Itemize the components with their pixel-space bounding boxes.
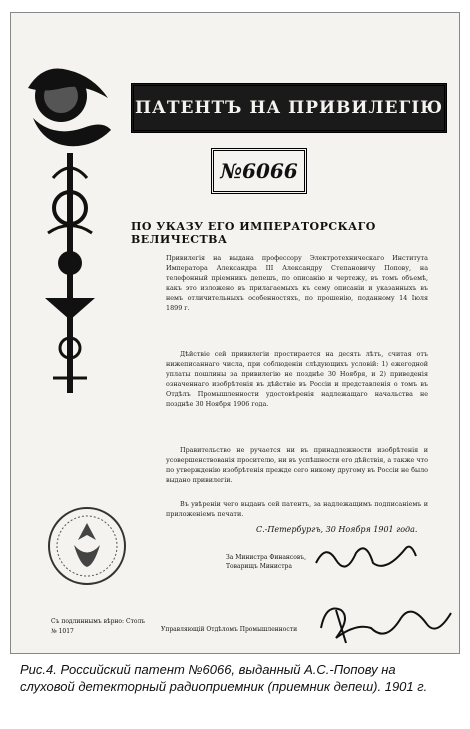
paragraph-term: Дѣйствіе сей привилегіи простирается на десять лѣтъ, считая отъ нижеписаннаго числа, при соблюденіи слѣдующихъ условій: 1) ежегодной уплаты пошлины за привилегію не позднѣе 30 Ноября, и 2) приведенія означеннаго изобрѣтенія въ дѣйствіе въ Россіи и представленія о томъ въ Отдѣлъ Промышленности удостовѣренія надлежащаго начальства не позднѣе 30 Ноября 1906 года. — [166, 350, 428, 409]
footer-certification — [51, 617, 145, 637]
footer-official: Управляющій Отдѣломъ Промышленности — [161, 626, 298, 633]
ornament-column-icon — [23, 58, 115, 408]
patent-number-box — [211, 148, 307, 194]
banner-title: ПАТЕНТЪ НА ПРИВИЛЕГІЮ — [134, 98, 444, 118]
patent-banner — [131, 83, 447, 133]
place-date: С.-Петербургъ, 30 Ноября 1901 года. — [256, 525, 418, 534]
paragraph-disclaimer: Правительство не ручается ни въ принадлежности изобрѣтенія и усовершенствованія просителю, ни въ успѣшности его дѣйствія, а также что по утвержденію изобрѣтенія прежде сего никому другому въ Россіи не было выдано привилегіи. — [166, 446, 428, 485]
footer-line: № 1017 — [51, 628, 74, 635]
patent-number: №6066 — [220, 159, 298, 183]
seal-icon — [46, 505, 128, 587]
minister-line: Товарищъ Министра — [226, 563, 292, 570]
official-signature-icon — [316, 598, 456, 648]
figure-caption: Рис.4. Российский патент №6066, выданный А.С.-Попову на слуховой детекторный радиоприемник (приемник депеш). 1901 г. — [20, 662, 428, 694]
paragraph-grant: Привилегія на выдана профессору Электротехническаго Института Императора Александра III Александру Степановичу Попову, на телефонный пріемникъ депешъ, по описанію и чертежу, въ томъ объемѣ, какъ это изложено въ прилагаемыхъ къ сему описаніи и указанныхъ въ немъ отличительныхъ особенностяхъ, по прошенію, поданному 14 Іюля 1899 г. — [166, 254, 428, 313]
minister-block — [226, 553, 306, 571]
minister-line: За Министра Финансовъ, — [226, 554, 306, 561]
paragraph-attestation: Въ увѣреніи чего выданъ сей патентъ, за надлежащимъ подписаніемъ и приложеніемъ печати. — [166, 500, 428, 519]
patent-document — [10, 12, 460, 654]
footer-line: Съ подлиннымъ вѣрно: Столъ — [51, 618, 146, 625]
ukaz-heading: ПО УКАЗУ ЕГО ИМПЕРАТОРСКАГО ВЕЛИЧЕСТВА — [131, 220, 376, 246]
minister-signature-icon — [311, 538, 421, 578]
